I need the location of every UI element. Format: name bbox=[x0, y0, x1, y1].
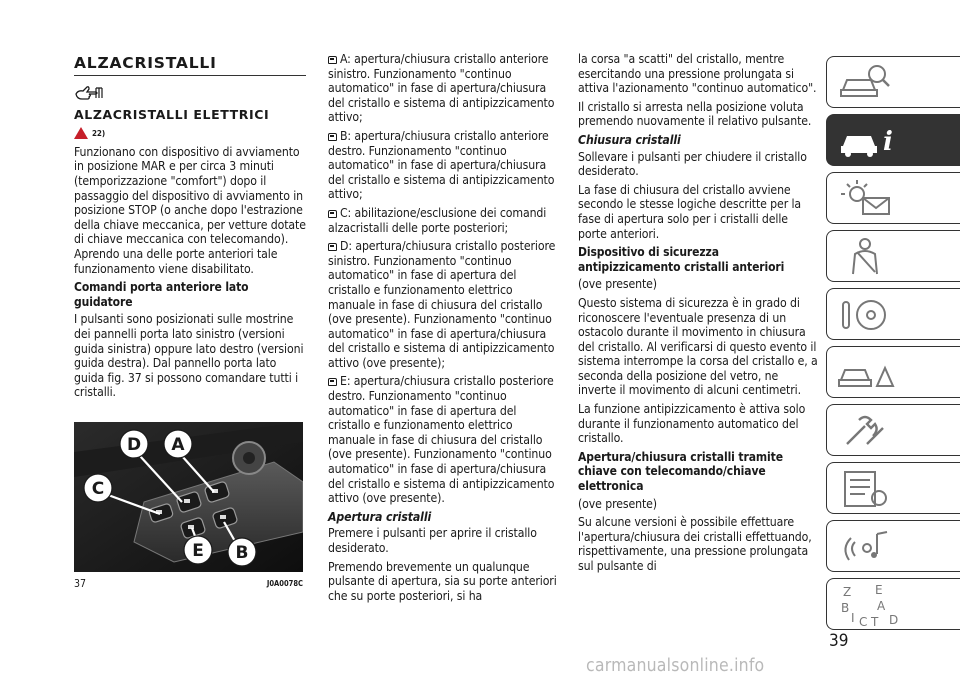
technical-data-icon bbox=[837, 466, 897, 510]
column-3 bbox=[578, 52, 818, 578]
svg-text:i: i bbox=[883, 127, 893, 157]
closing-paragraph-2: La fase di chiusura del cristallo avviene secondo le stesse logiche descritte per la fase di apertura solo per i cristalli delle porte anteriori. bbox=[578, 182, 802, 241]
list-item: B: apertura/chiusura cristallo anteriore destro. Funzionamento "continuo automatico" in fase di apertura/chiusura del cristallo e sistema di antipizzicamento attivo; bbox=[328, 128, 555, 202]
list-item: E: apertura/chiusura cristallo posteriore destro. Funzionamento "continuo automatico" in fase di apertura del cristallo e funzionamento elettrico manuale in fase di chiusura del cristallo (ove presente). Funzionamento "continuo automatico" in fase di apertura/chiusura del cristallo e sistema di antipizzicamento attivo (ove presente). bbox=[328, 374, 555, 506]
svg-text:Z: Z bbox=[843, 585, 852, 599]
column-1 bbox=[74, 52, 306, 404]
opening-paragraph-2: Premendo brevemente un qualunque pulsante di apertura, sia su porte anteriori che su porte posteriori, si ha bbox=[328, 559, 557, 603]
index-letters-icon bbox=[837, 582, 907, 630]
continued-paragraph: la corsa "a scatti" del cristallo, mentre esercitando una pressione prolungata si attiva l'azionamento "continuo automatico". bbox=[578, 52, 817, 96]
closing-heading: Chiusura cristalli bbox=[578, 132, 681, 147]
car-search-icon bbox=[837, 60, 897, 104]
safety-note: (ove presente) bbox=[578, 277, 657, 292]
steering-wheel-icon bbox=[837, 292, 897, 336]
hand-icon bbox=[74, 84, 306, 105]
tab-index[interactable] bbox=[826, 578, 960, 630]
svg-text:D: D bbox=[889, 613, 899, 627]
figure-number: 37 bbox=[74, 578, 87, 590]
door-panel-figure bbox=[74, 422, 303, 572]
svg-text:C: C bbox=[859, 615, 868, 629]
car-bullet-icon bbox=[328, 243, 337, 251]
figure-label-b: B bbox=[235, 543, 249, 563]
title-rule bbox=[74, 75, 306, 76]
car-bullet-icon bbox=[328, 56, 337, 64]
tab-technical-data[interactable] bbox=[826, 462, 960, 514]
tab-knowing-car-info[interactable] bbox=[826, 114, 960, 166]
opening-paragraph-1: Premere i pulsanti per aprire il cristallo desiderato. bbox=[328, 526, 537, 555]
figure-label-c: C bbox=[91, 479, 105, 499]
car-bullet-icon bbox=[328, 133, 337, 141]
tab-emergency[interactable] bbox=[826, 346, 960, 398]
remote-heading: Apertura/chiusura cristalli tramite chiave con telecomando/chiave elettronica bbox=[578, 449, 783, 494]
figure-code: J0A0078C bbox=[266, 579, 303, 588]
tab-safety[interactable] bbox=[826, 230, 960, 282]
list-item: C: abilitazione/esclusione dei comandi alzacristalli delle porte posteriori; bbox=[328, 205, 547, 235]
svg-text:T: T bbox=[871, 615, 879, 629]
car-bullet-icon bbox=[328, 210, 337, 218]
remote-note: (ove presente) bbox=[578, 496, 657, 511]
svg-text:A: A bbox=[877, 599, 886, 613]
multimedia-icon bbox=[837, 524, 897, 568]
warning-triangle-icon bbox=[74, 127, 88, 139]
list-item: A: apertura/chiusura cristallo anteriore sinistro. Funzionamento "continuo automatico" in fase di apertura/chiusura del cristallo e sistema di antipizzicamento attivo; bbox=[328, 52, 555, 125]
tab-getting-to-know-car[interactable] bbox=[826, 56, 960, 108]
warning-reference bbox=[74, 127, 306, 143]
wrench-icon bbox=[837, 408, 897, 452]
tab-maintenance[interactable] bbox=[826, 404, 960, 456]
driver-door-heading: Comandi porta anteriore lato guidatore bbox=[74, 280, 249, 309]
watermark: carmanualsonline.info bbox=[586, 656, 765, 676]
column-2 bbox=[328, 52, 560, 607]
figure-label-d: D bbox=[126, 435, 142, 455]
section-subtitle: ALZACRISTALLI ELETTRICI bbox=[74, 107, 270, 123]
safety-paragraph-2: La funzione antipizzicamento è attiva solo durante il funzionamento automatico del cristallo. bbox=[578, 402, 806, 446]
warning-lights-icon bbox=[837, 176, 897, 220]
seatbelt-icon bbox=[837, 234, 897, 278]
warning-number: 22) bbox=[92, 128, 106, 138]
page-number: 39 bbox=[829, 631, 849, 651]
svg-text:I: I bbox=[851, 611, 855, 625]
svg-text:E: E bbox=[875, 583, 883, 597]
page-title: ALZACRISTALLI bbox=[74, 54, 217, 72]
safety-heading: Dispositivo di sicurezza antipizzicamento cristalli anteriori bbox=[578, 245, 785, 274]
figure-label-e: E bbox=[192, 541, 204, 561]
driver-door-paragraph: I pulsanti sono posizionati sulle mostrine dei pannelli porta lato sinistro (versioni guida sinistra) oppure lato destro (versioni guida destra). Dal pannello porta lato guida fig. 37 si possono comandare tutti i cristalli. bbox=[74, 312, 304, 400]
safety-paragraph-1: Questo sistema di sicurezza è in grado di riconoscere l'eventuale presenza di un ostacolo durante il movimento in chiusura del cristallo. Al verificarsi di questo evento il sistema interrompe la corsa del cristallo e, a seconda della posizione del vetro, ne inverte il movimento di alcuni centimetri. bbox=[578, 295, 818, 398]
tab-starting-driving[interactable] bbox=[826, 288, 960, 340]
tab-multimedia[interactable] bbox=[826, 520, 960, 572]
list-item: D: apertura/chiusura cristallo posteriore sinistro. Funzionamento "continuo automatico" in fase di apertura del cristallo e funzionamento elettrico manuale in fase di chiusura del cristallo (ove presente). Funzionamento "continuo automatico" in fase di apertura/chiusura del cristallo e sistema di antipizzicamento attivo (ove presente); bbox=[328, 239, 556, 370]
figure-label-a: A bbox=[171, 435, 185, 455]
car-bullet-icon bbox=[328, 378, 337, 386]
opening-heading: Apertura cristalli bbox=[328, 509, 432, 524]
stop-paragraph: Il cristallo si arresta nella posizione voluta premendo nuovamente il relativo pulsante. bbox=[578, 99, 812, 129]
tab-warning-lights[interactable] bbox=[826, 172, 960, 224]
emergency-icon bbox=[837, 350, 897, 394]
car-info-icon bbox=[837, 118, 907, 162]
closing-paragraph-1: Sollevare i pulsanti per chiudere il cristallo desiderato. bbox=[578, 149, 807, 179]
remote-paragraph: Su alcune versioni è possibile effettuare l'apertura/chiusura dei cristalli effettuando, rispettivamente, una pressione prolungata sul pulsante di bbox=[578, 515, 812, 573]
svg-text:B: B bbox=[841, 601, 850, 615]
intro-paragraph: Funzionano con dispositivo di avviamento in posizione MAR e per circa 3 minuti (temporizzazione "comfort") dopo il passaggio del dispositivo di avviamento in posizione STOP (o anche dopo l'estrazione della chiave meccanica, per vetture dotate di chiave meccanica con telecomando). Aprendo una delle porte anteriori tale funzionamento viene disabilitato. bbox=[74, 144, 306, 276]
